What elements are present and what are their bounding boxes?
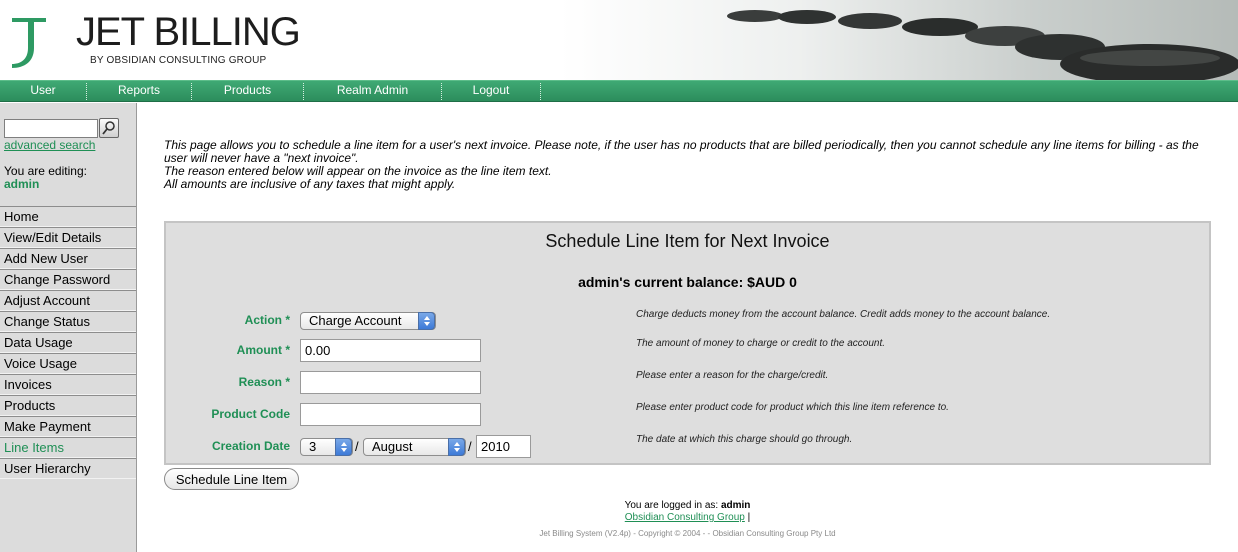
- current-balance: admin's current balance: $AUD 0: [578, 274, 797, 290]
- date-separator: /: [355, 439, 359, 454]
- stones-decoration: [700, 0, 1238, 80]
- action-hint: Charge deducts money from the account balance. Credit adds money to the account balance.: [636, 309, 1051, 320]
- editing-user: admin: [4, 177, 40, 191]
- footer: [164, 500, 1211, 540]
- nav-realm-admin[interactable]: Realm Admin: [336, 83, 409, 97]
- sidebar-item-line-items[interactable]: Line Items: [0, 437, 136, 458]
- company-link[interactable]: Obsidian Consulting Group: [624, 512, 745, 523]
- form-title: Schedule Line Item for Next Invoice: [545, 231, 830, 251]
- month-select[interactable]: [363, 438, 466, 456]
- nav-logout[interactable]: Logout: [472, 83, 510, 97]
- select-arrows-icon: [335, 438, 352, 456]
- sidebar: [0, 103, 137, 552]
- advanced-search-link[interactable]: advanced search: [4, 138, 96, 152]
- day-select[interactable]: [300, 438, 353, 456]
- nav-separator: [540, 83, 541, 100]
- sidebar-menu: [0, 206, 136, 479]
- sidebar-item-user-hierarchy[interactable]: User Hierarchy: [0, 458, 136, 479]
- main-nav: [0, 80, 1238, 102]
- logo-mark-icon: [6, 8, 86, 70]
- day-select-value: 3: [309, 439, 317, 454]
- sidebar-item-data-usage[interactable]: Data Usage: [0, 332, 136, 353]
- amount-input[interactable]: [300, 339, 481, 362]
- sidebar-item-add-new-user[interactable]: Add New User: [0, 248, 136, 269]
- logo-subtitle: BY OBSIDIAN CONSULTING GROUP: [90, 55, 267, 66]
- editing-label: You are editing:: [4, 164, 87, 178]
- company-line: [164, 512, 1211, 524]
- action-select[interactable]: [300, 312, 436, 330]
- amount-label: Amount *: [236, 343, 290, 357]
- select-arrows-icon: [448, 438, 465, 456]
- sidebar-item-voice-usage[interactable]: Voice Usage: [0, 353, 136, 374]
- sidebar-item-change-status[interactable]: Change Status: [0, 311, 136, 332]
- sidebar-item-invoices[interactable]: Invoices: [0, 374, 136, 395]
- intro-line: All amounts are inclusive of any taxes that might apply.: [164, 177, 456, 191]
- creation-date-label: Creation Date: [211, 439, 290, 453]
- intro-line: The reason entered below will appear on the invoice as the line item text.: [164, 164, 552, 178]
- action-select-value: Charge Account: [309, 313, 402, 328]
- nav-products[interactable]: Products: [223, 83, 272, 97]
- action-label: Action *: [244, 313, 290, 327]
- schedule-form-panel: [164, 221, 1211, 465]
- year-input[interactable]: [476, 435, 531, 458]
- header: [0, 0, 1238, 80]
- sidebar-item-home[interactable]: Home: [0, 206, 136, 227]
- reason-label: Reason *: [238, 375, 290, 389]
- nav-reports[interactable]: Reports: [117, 83, 161, 97]
- logged-in-line: [164, 500, 1211, 512]
- creation-date-hint: The date at which this charge should go through.: [636, 434, 853, 445]
- reason-input[interactable]: [300, 371, 481, 394]
- sidebar-item-view-edit-details[interactable]: View/Edit Details: [0, 227, 136, 248]
- search-button[interactable]: [99, 118, 119, 138]
- intro-line: This page allows you to schedule a line item for a user's next invoice. Please note, if the user has no products that are billed periodically, then you cannot schedule any line items for billing - as the user will never have a "next invoice".: [164, 138, 1199, 165]
- sidebar-item-adjust-account[interactable]: Adjust Account: [0, 290, 136, 311]
- month-select-value: August: [372, 439, 413, 454]
- reason-hint: Please enter a reason for the charge/credit.: [636, 370, 829, 381]
- logged-in-label: You are logged in as:: [624, 500, 719, 511]
- search-input[interactable]: [4, 119, 98, 138]
- nav-user[interactable]: User: [30, 83, 56, 97]
- amount-hint: The amount of money to charge or credit to the account.: [636, 338, 886, 349]
- intro-text: [164, 139, 1214, 191]
- logged-in-user: admin: [720, 500, 751, 511]
- sidebar-item-products[interactable]: Products: [0, 395, 136, 416]
- search-icon: [100, 119, 118, 137]
- sidebar-item-make-payment[interactable]: Make Payment: [0, 416, 136, 437]
- company-separator: |: [747, 512, 751, 523]
- logo: [6, 8, 306, 72]
- product-code-label: Product Code: [211, 407, 290, 421]
- product-code-hint: Please enter product code for product which this line item reference to.: [636, 402, 949, 413]
- product-code-input[interactable]: [300, 403, 481, 426]
- schedule-line-item-button[interactable]: Schedule Line Item: [164, 468, 299, 490]
- date-separator: /: [468, 439, 472, 454]
- sidebar-item-change-password[interactable]: Change Password: [0, 269, 136, 290]
- copyright: Jet Billing System (V2.4p) - Copyright © 2004 - - Obsidian Consulting Group Pty Ltd: [539, 529, 836, 538]
- logo-title: JET BILLING: [76, 10, 300, 54]
- select-arrows-icon: [418, 312, 435, 330]
